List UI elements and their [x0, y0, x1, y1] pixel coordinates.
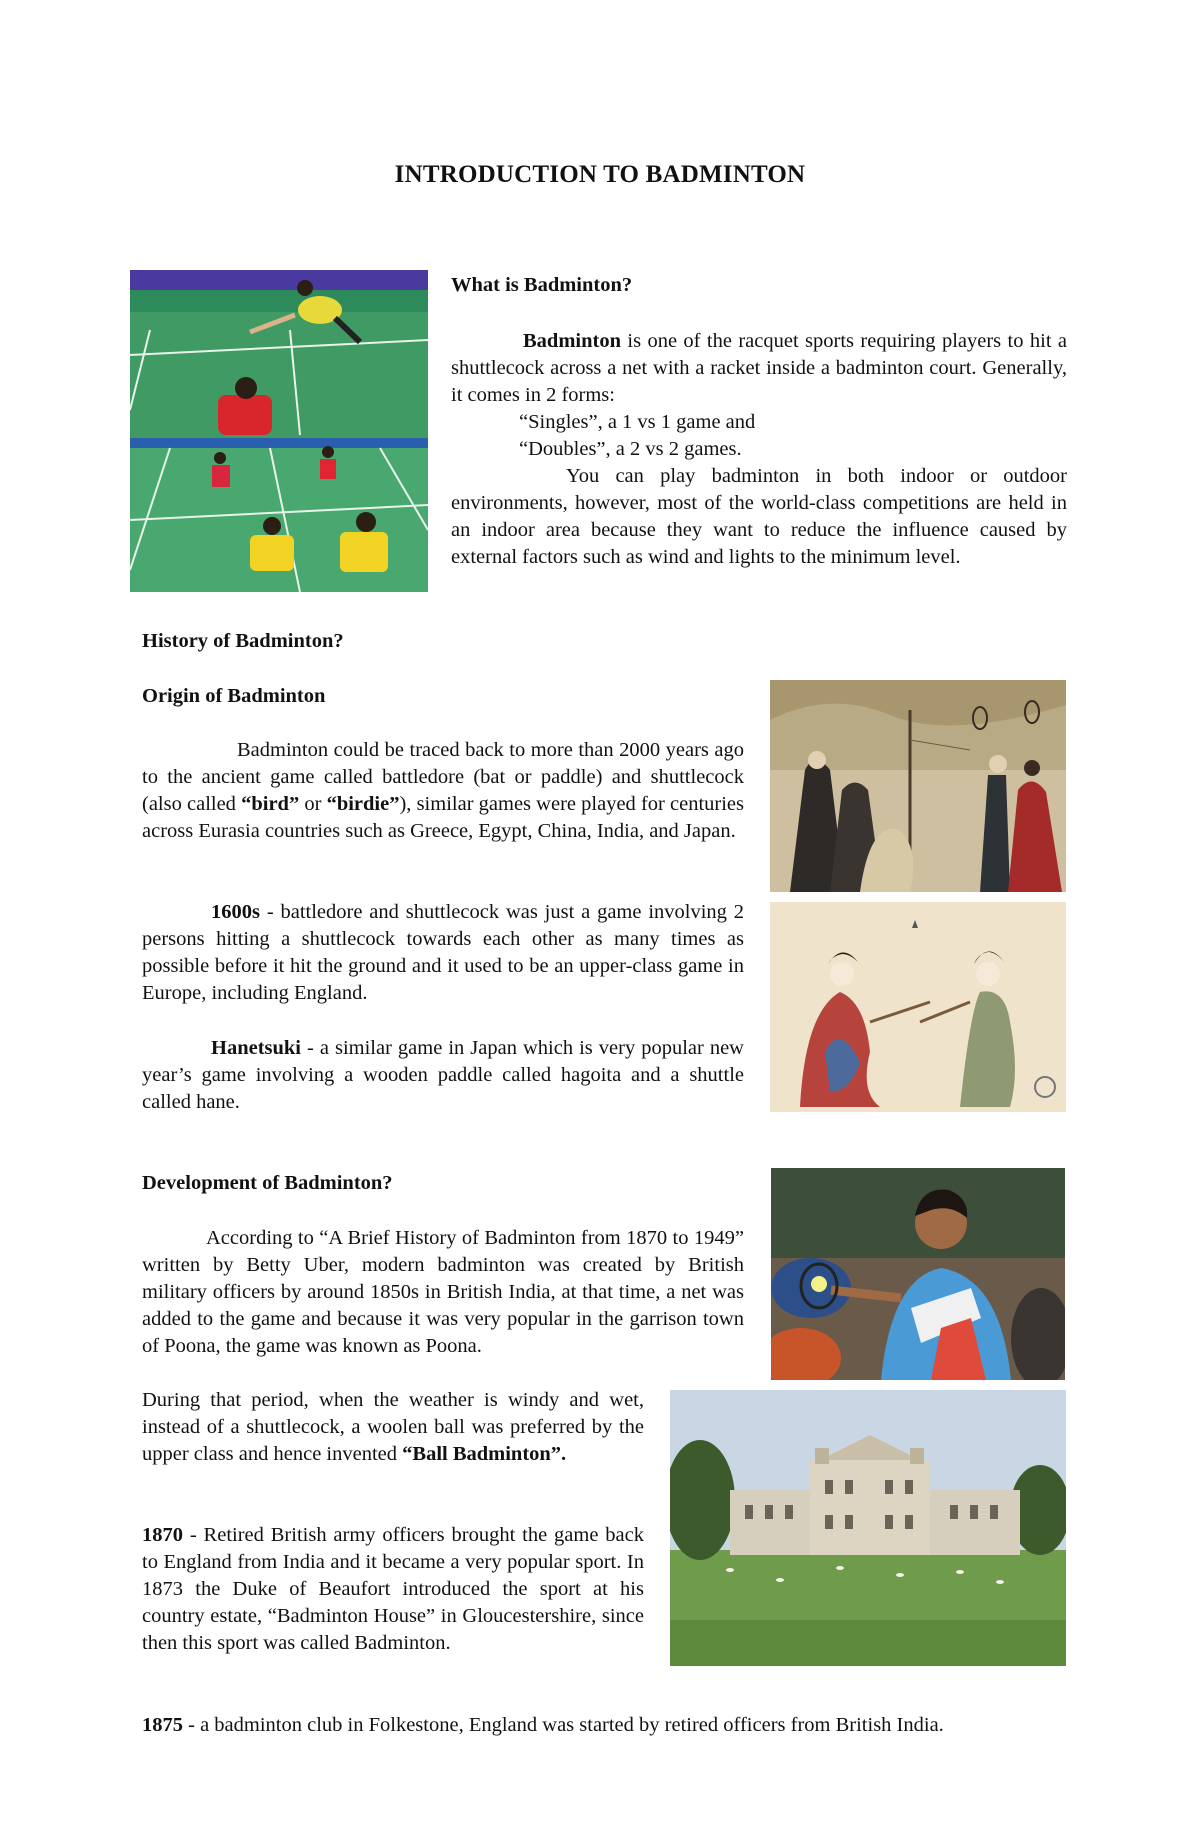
bird-term: “bird” [241, 793, 300, 815]
ball-badminton-text: During that period, when the weather is windy and wet, instead of a shuttlecock, a woolen ball was preferred by the upper class and hence invented [142, 1389, 644, 1465]
ball-badminton-player-photo [771, 1168, 1065, 1380]
badminton-match-photo [130, 270, 428, 592]
page-title: INTRODUCTION TO BADMINTON [394, 161, 806, 188]
1870-label: 1870 [142, 1524, 183, 1546]
1600s-text: - battledore and shuttlecock was just a game involving 2 persons hitting a shuttlecock towards each other as many times as possible before it hit the ground and it used to be an upper-class game in Europe, including England. [142, 901, 744, 1004]
development-heading: Development of Badminton? [142, 1172, 393, 1194]
birdie-term: “birdie” [326, 793, 400, 815]
ball-badminton-paragraph [142, 1387, 644, 1468]
environment-paragraph: You can play badminton in both indoor or outdoor environments, however, most of the world-class competitions are held in an indoor area because they want to reduce the influence caused by external factors such as wind and lights to the minimum level. [451, 465, 1067, 568]
1870-paragraph [142, 1522, 644, 1657]
1875-text: - a badminton club in Folkestone, England was started by retired officers from British India. [183, 1714, 944, 1736]
development-paragraph: According to “A Brief History of Badminton from 1870 to 1949” written by Betty Uber, modern badminton was created by British military officers by around 1850s in British India, at that time, a net was added to the game and because it was very popular in the garrison town of Poona, the game was known as Poona. [142, 1227, 744, 1357]
badminton-house-photo [670, 1390, 1066, 1666]
origin-paragraph [142, 737, 744, 845]
1870-text: - Retired British army officers brought the game back to England from India and it became a very popular sport. In 1873 the Duke of Beaufort introduced the sport at his country estate, “Badminton House” in Gloucestershire, since then this sport was called Badminton. [142, 1524, 644, 1654]
history-heading: History of Badminton? [142, 630, 344, 652]
origin-text-or: or [299, 793, 327, 815]
1600s-paragraph [142, 899, 744, 1007]
hanetsuki-text: - a similar game in Japan which is very popular new year’s game involving a wooden paddle called hagoita and a shuttle called hane. [142, 1037, 744, 1113]
hanetsuki-japanese-print [770, 902, 1066, 1112]
hanetsuki-paragraph [142, 1035, 744, 1116]
victorian-battledore-illustration [770, 680, 1066, 892]
singles-form: “Singles”, a 1 vs 1 game and [519, 411, 756, 433]
what-is-badminton-heading: What is Badminton? [451, 274, 633, 296]
what-is-badminton-paragraph [451, 328, 1067, 571]
1875-paragraph [142, 1712, 1060, 1739]
ball-badminton-term: “Ball Badminton”. [402, 1443, 567, 1465]
origin-heading: Origin of Badminton [142, 685, 326, 707]
hanetsuki-label: Hanetsuki [211, 1037, 301, 1059]
badminton-definition: is one of the racquet sports requiring players to hit a shuttlecock across a net with a racket inside a badminton court. Generally, it comes in 2 forms: [451, 330, 1067, 406]
doubles-form: “Doubles”, a 2 vs 2 games. [519, 438, 742, 460]
origin-text-a: Badminton could be traced back to more than 2000 years ago to the ancient game called battledore (bat or paddle) and shuttlecock (also called [142, 739, 744, 815]
badminton-term: Badminton [523, 330, 621, 352]
1600s-label: 1600s [211, 901, 260, 923]
origin-text-b: ), similar games were played for centuries across Eurasia countries such as Greece, Egypt, China, India, and Japan. [142, 793, 744, 842]
1875-label: 1875 [142, 1714, 183, 1736]
